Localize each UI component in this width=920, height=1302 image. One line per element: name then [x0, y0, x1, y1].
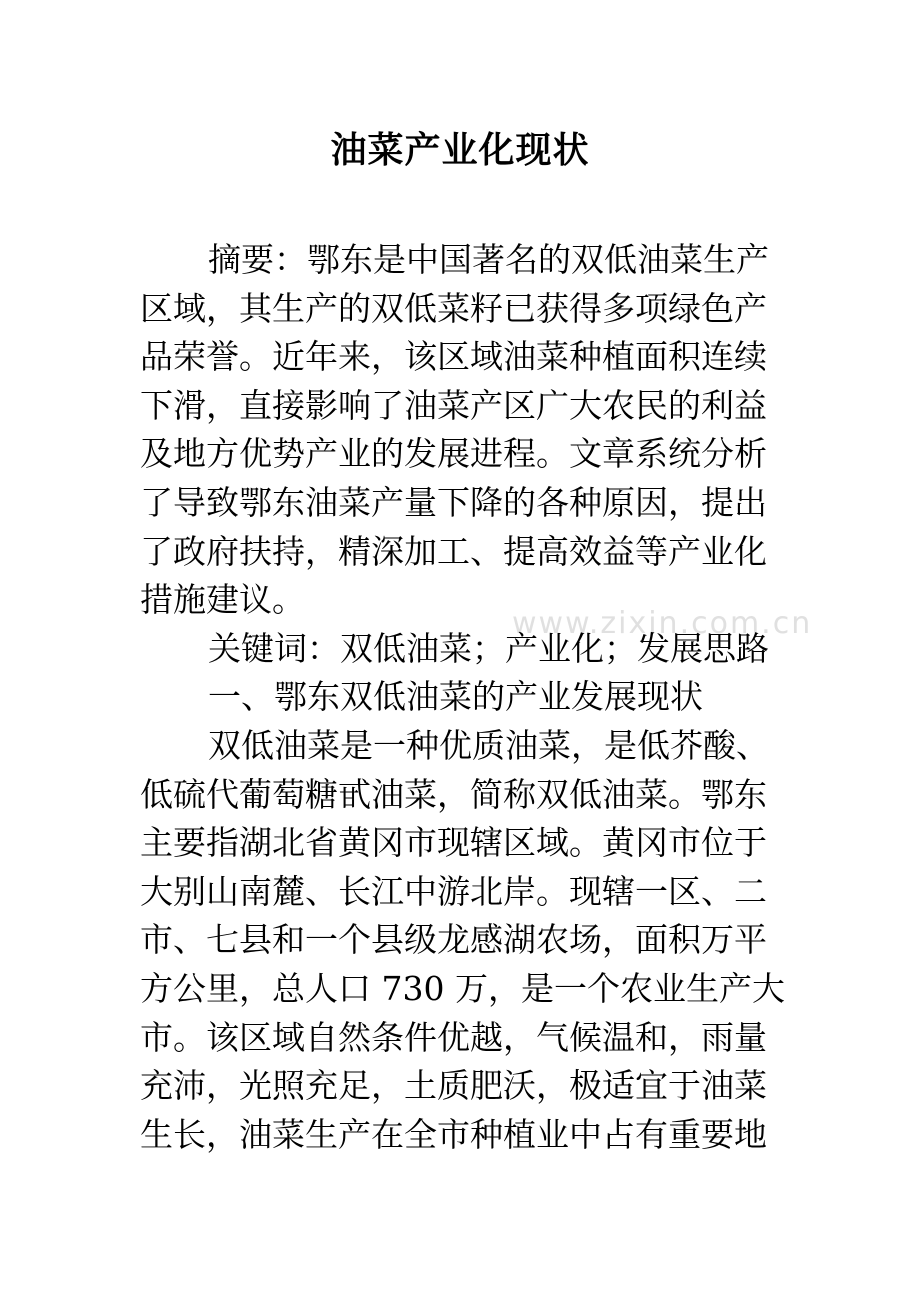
- abstract-line: 品荣誉。近年来，该区域油菜种植面积连续: [140, 337, 767, 377]
- abstract-line: 及地方优势产业的发展进程。文章系统分析: [140, 434, 767, 474]
- abstract-line: 措施建议。: [140, 580, 305, 620]
- paragraph-line: 生长，油菜生产在全市种植业中占有重要地: [140, 1114, 767, 1154]
- paragraph-line: 主要指湖北省黄冈市现辖区域。黄冈市位于: [140, 823, 767, 863]
- watermark: www.zixin.com.cn: [512, 606, 813, 641]
- paragraph-line: 低硫代葡萄糖甙油菜，简称双低油菜。鄂东: [140, 774, 767, 814]
- abstract-line: 区域，其生产的双低菜籽已获得多项绿色产: [140, 288, 767, 328]
- paragraph-line: 充沛，光照充足，土质肥沃，极适宜于油菜: [140, 1066, 767, 1106]
- abstract-line: 下滑，直接影响了油菜产区广大农民的利益: [140, 385, 767, 425]
- section-heading: 一、鄂东双低油菜的产业发展现状: [208, 677, 703, 717]
- keywords-line: 关键词：双低油菜；产业化；发展思路: [208, 628, 769, 668]
- document-title: 油菜产业化现状: [330, 129, 590, 171]
- abstract-line: 了政府扶持，精深加工、提高效益等产业化: [140, 531, 767, 571]
- document-body: [140, 236, 790, 1159]
- paragraph-line: 市。该区域自然条件优越，气候温和，雨量: [140, 1017, 767, 1057]
- abstract-line: 了导致鄂东油菜产量下降的各种原因，提出: [140, 482, 767, 522]
- paragraph-line: 方公里，总人口 730 万，是一个农业生产大: [140, 968, 785, 1008]
- abstract-line: 摘要：鄂东是中国著名的双低油菜生产: [208, 240, 769, 279]
- paragraph-line: 双低油菜是一种优质油菜，是低芥酸、: [208, 725, 769, 765]
- paragraph-line: 市、七县和一个县级龙感湖农场，面积万平: [140, 920, 767, 960]
- paragraph-line: 大别山南麓、长江中游北岸。现辖一区、二: [140, 871, 767, 911]
